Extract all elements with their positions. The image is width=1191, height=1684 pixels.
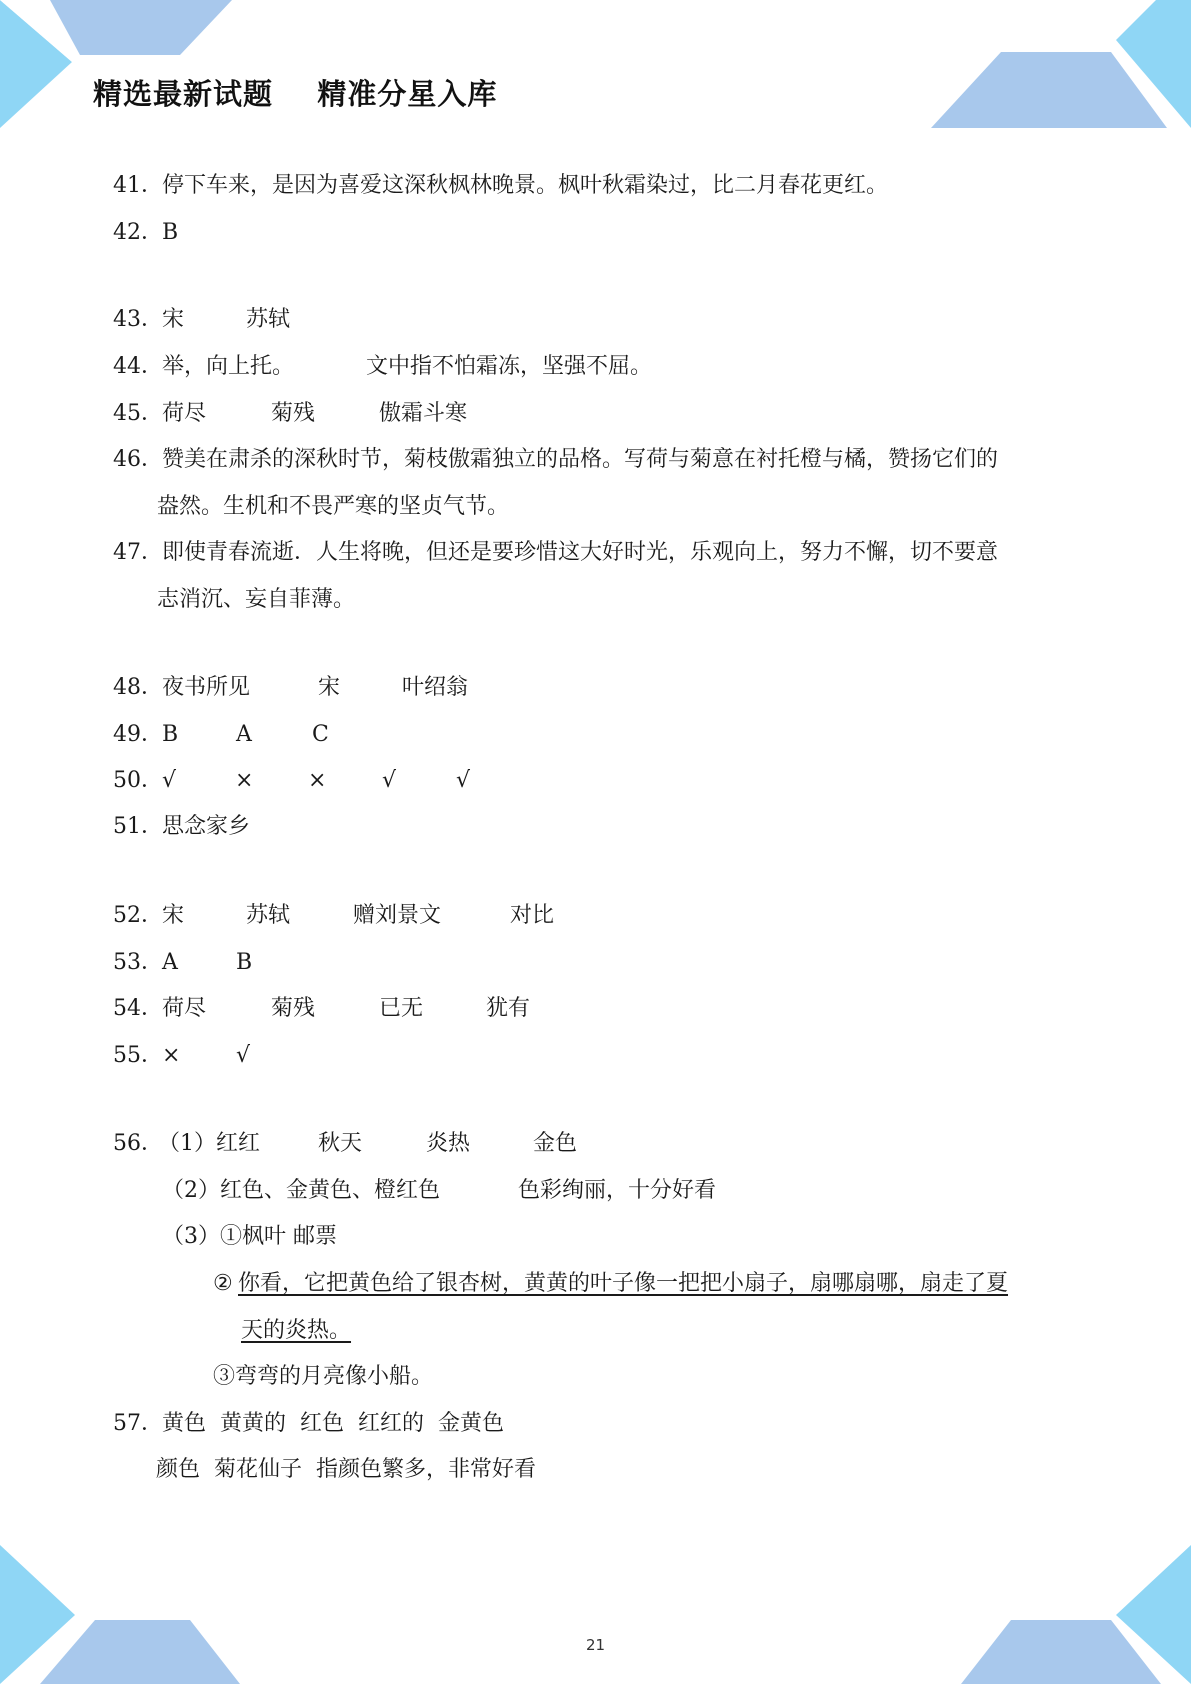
decorative-corner-top-right	[931, 0, 1191, 130]
page-header-title: 精选最新试题 精准分星入库	[93, 77, 498, 111]
page-number: 21	[585, 1636, 606, 1654]
decorative-corner-bottom-left	[0, 1545, 260, 1684]
decorative-corner-bottom-right	[961, 1545, 1191, 1684]
